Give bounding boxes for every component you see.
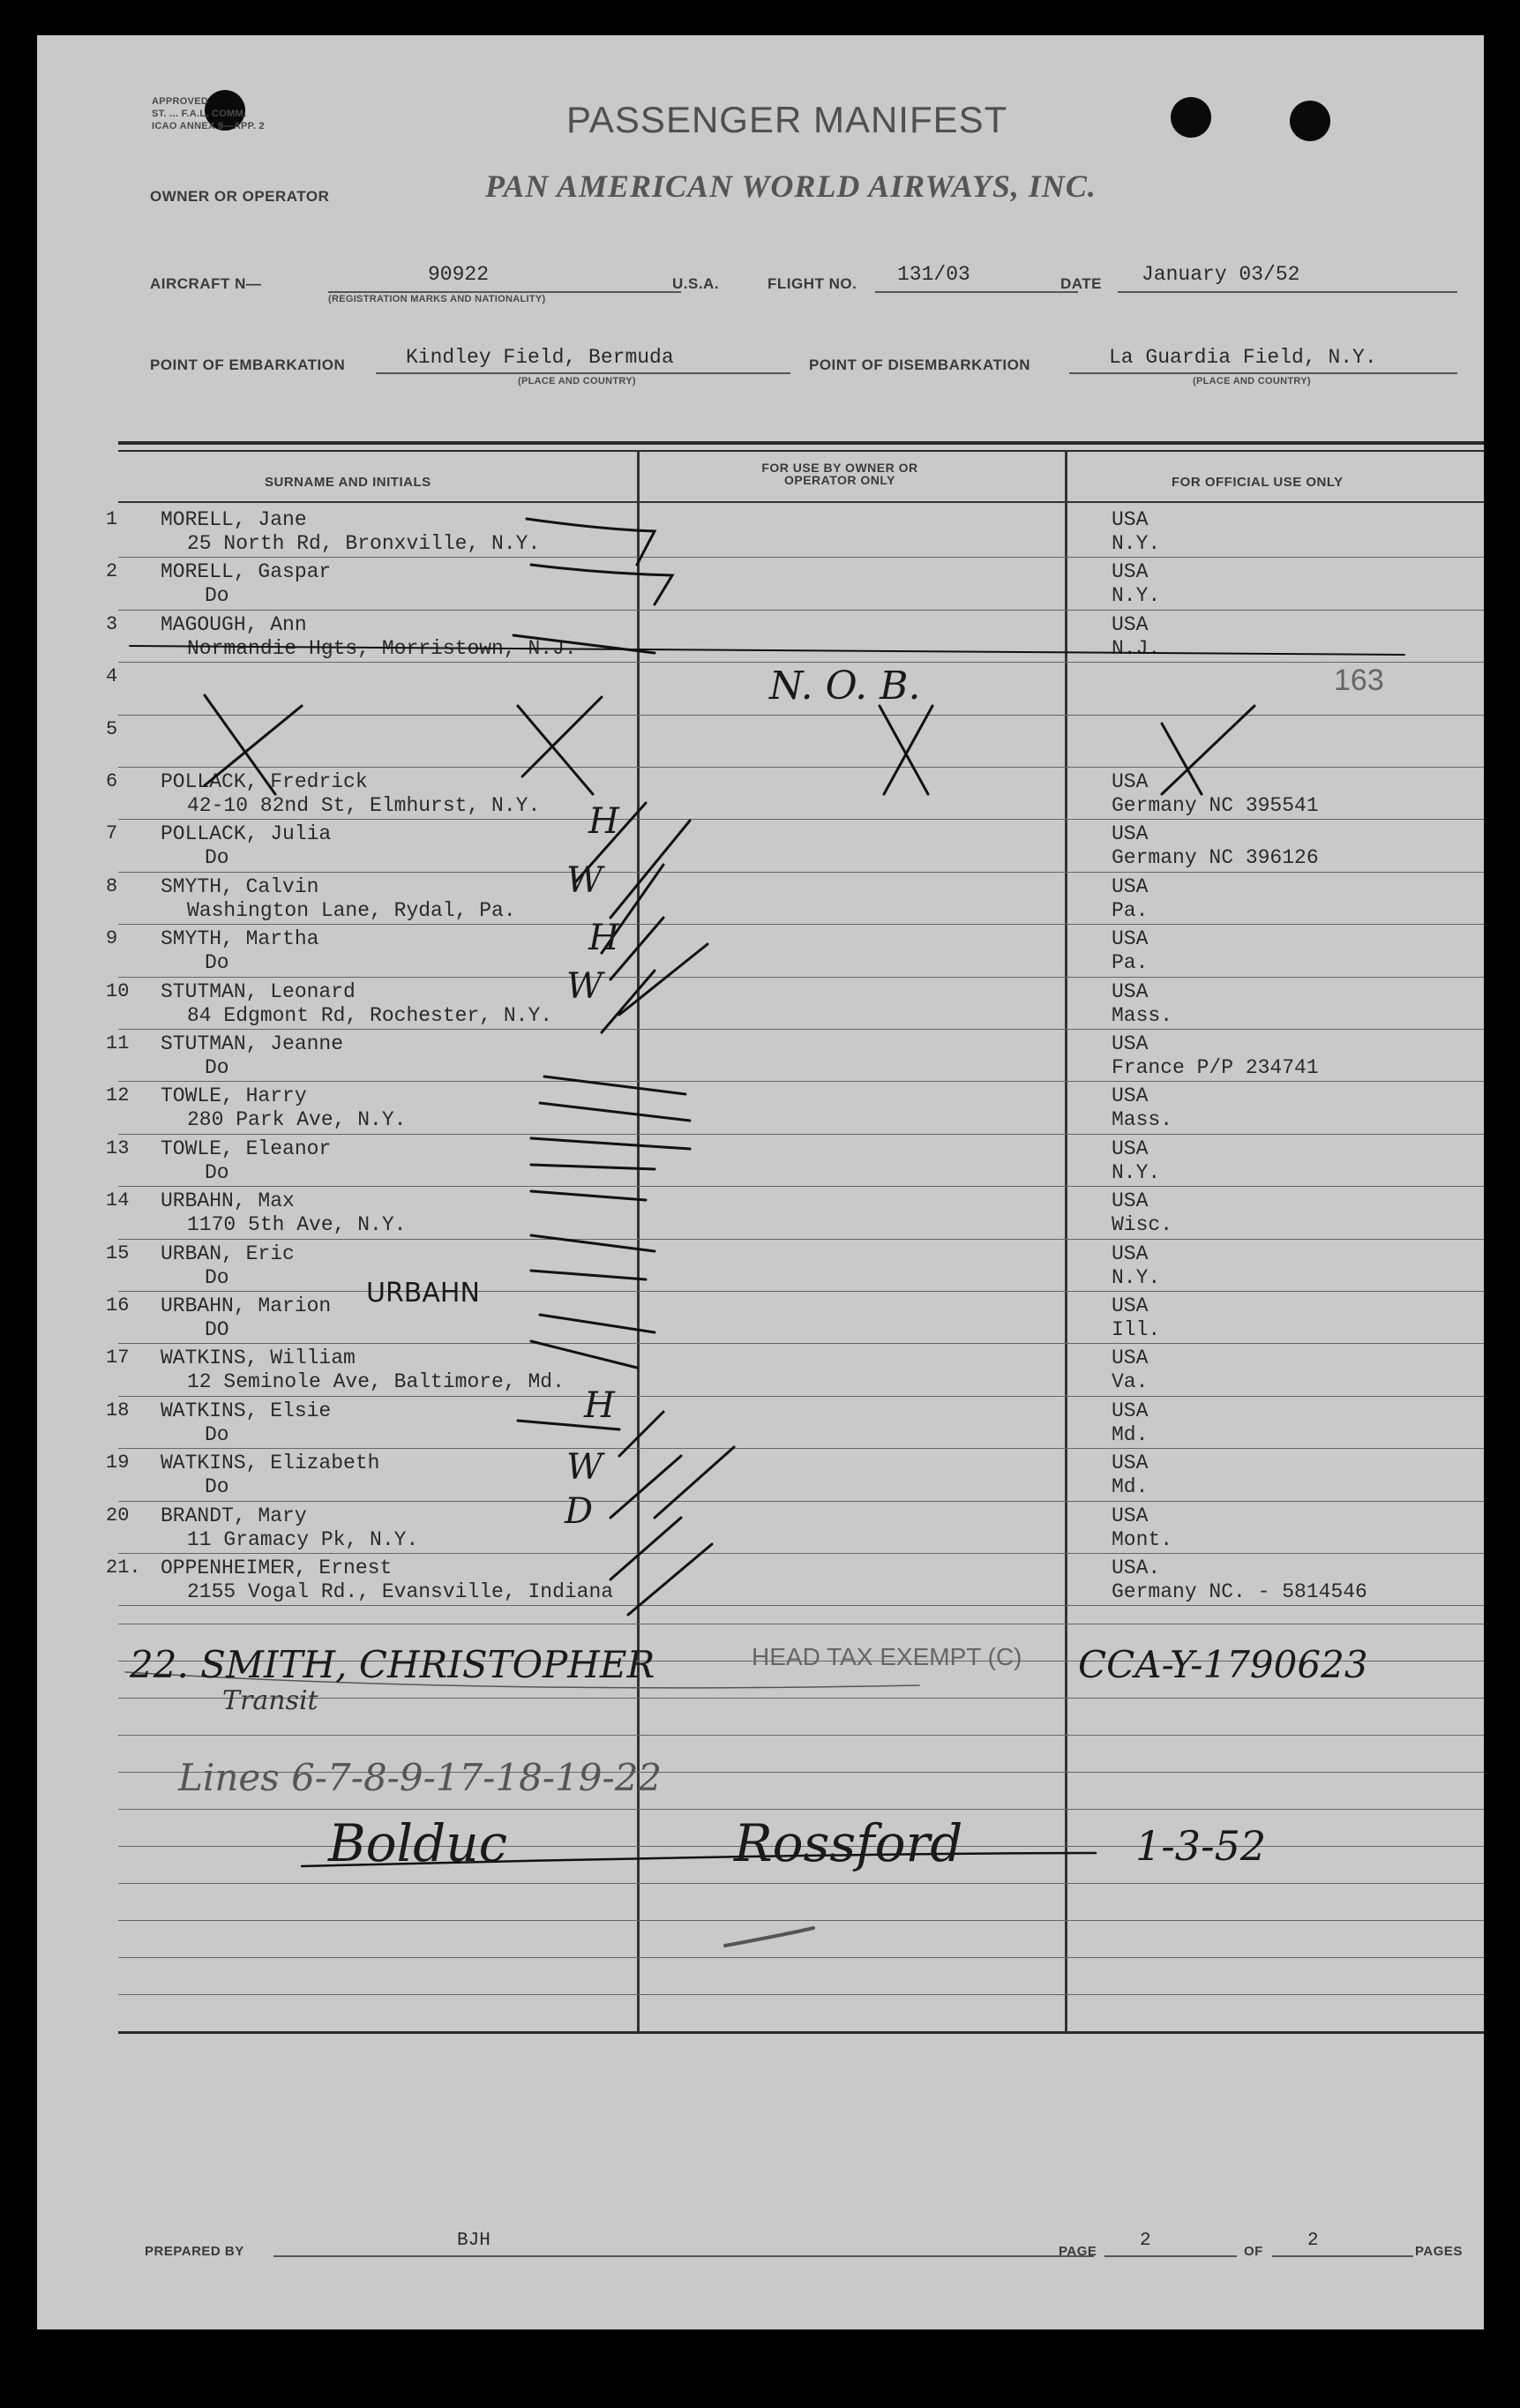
- mark-h: H: [588, 801, 619, 842]
- row-number: 12: [106, 1084, 130, 1107]
- row3-official-mark: 163: [1334, 664, 1384, 697]
- passenger-address: Do: [205, 846, 229, 870]
- prepared-value: BJH: [457, 2231, 490, 2251]
- passenger-address: 42-10 82nd St, Elmhurst, N.Y.: [187, 794, 541, 817]
- line22-official: CCA-Y-1790623: [1078, 1643, 1368, 1686]
- of-value: 2: [1307, 2231, 1319, 2251]
- official-nationality: USA: [1112, 1504, 1149, 1527]
- sign-date: 1-3-52: [1135, 1822, 1267, 1870]
- handwriting-strokes: [37, 35, 1484, 2329]
- approval-line: ICAO ANNEX 9—APP. 2: [152, 121, 265, 131]
- passenger-address: 84 Edgmont Rd, Rochester, N.Y.: [187, 1003, 553, 1027]
- passenger-address: DO: [205, 1318, 229, 1341]
- passenger-address: 280 Park Ave, N.Y.: [187, 1108, 407, 1132]
- official-residence: Pa.: [1112, 951, 1149, 975]
- official-residence: N.Y.: [1112, 1265, 1161, 1289]
- place-note: (PLACE AND COUNTRY): [518, 376, 636, 386]
- flight-value: 131/03: [897, 263, 970, 286]
- col-header-official: FOR OFFICIAL USE ONLY: [1172, 475, 1344, 490]
- passenger-address: Washington Lane, Rydal, Pa.: [187, 898, 516, 922]
- fill-line: [273, 2255, 1094, 2257]
- aircraft-value: 90922: [428, 263, 490, 286]
- prepared-label: PREPARED BY: [145, 2244, 244, 2259]
- official-nationality: USA: [1112, 1347, 1149, 1370]
- line22-sub: Transit: [222, 1685, 318, 1716]
- official-residence: N.Y.: [1112, 1160, 1161, 1184]
- passenger-name: SMYTH, Calvin: [161, 874, 319, 898]
- approval-line: ST. ... F.A.L. COMM.: [152, 109, 247, 119]
- aircraft-label: AIRCRAFT N—: [150, 275, 262, 292]
- official-nationality: USA: [1112, 979, 1149, 1003]
- row-number: 1: [106, 508, 118, 530]
- official-nationality: USA: [1112, 927, 1149, 951]
- disembark-label: POINT OF DISEMBARKATION: [809, 356, 1031, 373]
- official-nationality: USA: [1112, 822, 1149, 846]
- pages-label: PAGES: [1415, 2244, 1463, 2259]
- official-residence: N.Y.: [1112, 584, 1161, 608]
- owner-value: PAN AMERICAN WORLD AIRWAYS, INC.: [485, 169, 1097, 204]
- row-number: 4: [106, 665, 118, 688]
- lines-note: Lines 6-7-8-9-17-18-19-22: [178, 1756, 663, 1799]
- mark-d: D: [565, 1491, 594, 1532]
- urbahn-correction: URBAHN: [366, 1278, 480, 1309]
- official-residence: Mass.: [1112, 1003, 1173, 1027]
- official-residence: Ill.: [1112, 1318, 1161, 1341]
- row-number: 17: [106, 1347, 130, 1369]
- official-nationality: USA: [1112, 874, 1149, 898]
- row-number: 21.: [106, 1557, 141, 1579]
- embark-label: POINT OF EMBARKATION: [150, 356, 346, 373]
- passenger-name: POLLACK, Julia: [161, 822, 332, 846]
- official-nationality: USA: [1112, 770, 1149, 793]
- official-residence: Mont.: [1112, 1527, 1173, 1551]
- line22-name: 22. SMITH, CHRISTOPHER: [130, 1643, 655, 1686]
- page-label: PAGE: [1059, 2244, 1097, 2259]
- mark-w: W: [566, 860, 603, 901]
- mark-w: W: [566, 1447, 603, 1488]
- passenger-address: 11 Gramacy Pk, N.Y.: [187, 1527, 419, 1551]
- passenger-name: MORELL, Jane: [161, 508, 307, 531]
- approval-line: APPROVED: [152, 96, 209, 107]
- row-number: 15: [106, 1242, 130, 1264]
- passenger-name: STUTMAN, Leonard: [161, 979, 356, 1003]
- official-residence: Mass.: [1112, 1108, 1173, 1132]
- official-nationality: USA: [1112, 1136, 1149, 1160]
- passenger-name: OPPENHEIMER, Ernest: [161, 1557, 393, 1579]
- passenger-address: Do: [205, 1422, 229, 1446]
- page-title: PASSENGER MANIFEST: [566, 99, 1008, 140]
- passenger-name: WATKINS, Elizabeth: [161, 1452, 380, 1475]
- row-number: 20: [106, 1504, 130, 1527]
- fill-line: [1272, 2255, 1413, 2257]
- passenger-address: 2155 Vogal Rd., Evansville, Indiana: [187, 1580, 614, 1603]
- embark-value: Kindley Field, Bermuda: [406, 346, 674, 369]
- row-number: 3: [106, 612, 118, 635]
- official-residence: Md.: [1112, 1422, 1149, 1446]
- official-nationality: USA: [1112, 1399, 1149, 1422]
- passenger-name: TOWLE, Harry: [161, 1084, 307, 1108]
- passenger-name: WATKINS, William: [161, 1347, 356, 1370]
- official-residence: N.J.: [1112, 636, 1161, 660]
- official-residence: France P/P 234741: [1112, 1056, 1319, 1079]
- official-residence: Pa.: [1112, 898, 1149, 922]
- row-number: 5: [106, 717, 118, 740]
- official-residence: Germany NC 396126: [1112, 846, 1319, 870]
- row-number: 19: [106, 1452, 130, 1474]
- head-tax-stamp: HEAD TAX EXEMPT (C): [752, 1643, 1022, 1670]
- col-header-surname: SURNAME AND INITIALS: [265, 475, 431, 490]
- row-number: 16: [106, 1294, 130, 1317]
- owner-label: OWNER OR OPERATOR: [150, 188, 330, 205]
- official-nationality: USA: [1112, 1242, 1149, 1265]
- passenger-address: Do: [205, 951, 229, 975]
- official-residence: Wisc.: [1112, 1213, 1173, 1237]
- passenger-name: STUTMAN, Jeanne: [161, 1032, 344, 1055]
- passenger-address: Do: [205, 1160, 229, 1184]
- passenger-name: TOWLE, Eleanor: [161, 1136, 332, 1160]
- passenger-address: 25 North Rd, Bronxville, N.Y.: [187, 532, 541, 555]
- disembark-value: La Guardia Field, N.Y.: [1109, 346, 1377, 369]
- official-nationality: USA: [1112, 560, 1149, 584]
- signature-second: Rossford: [734, 1813, 963, 1873]
- mark-w: W: [566, 966, 603, 1007]
- official-nationality: USA: [1112, 1452, 1149, 1475]
- row-number: 6: [106, 770, 118, 792]
- registration-note: (REGISTRATION MARKS AND NATIONALITY): [328, 294, 546, 304]
- place-note: (PLACE AND COUNTRY): [1193, 376, 1311, 386]
- official-residence: Md.: [1112, 1475, 1149, 1499]
- fill-line: [1104, 2255, 1237, 2257]
- row-number: 2: [106, 560, 118, 583]
- passenger-name: SMYTH, Martha: [161, 927, 319, 951]
- page-value: 2: [1140, 2231, 1151, 2251]
- date-label: DATE: [1060, 275, 1103, 292]
- mark-h: H: [584, 1385, 615, 1426]
- passenger-name: URBAHN, Max: [161, 1189, 295, 1213]
- row-number: 11: [106, 1032, 130, 1054]
- row-number: 8: [106, 874, 118, 897]
- row-number: 13: [106, 1136, 130, 1159]
- passenger-name: MAGOUGH, Ann: [161, 612, 307, 636]
- passenger-name: BRANDT, Mary: [161, 1504, 307, 1527]
- official-residence: Germany NC 395541: [1112, 794, 1319, 817]
- mark-h: H: [588, 918, 619, 958]
- col-header-owner-text: FOR USE BY OWNER OR OPERATOR ONLY: [761, 461, 918, 487]
- official-nationality: USA: [1112, 1032, 1149, 1055]
- official-nationality: USA: [1112, 508, 1149, 531]
- signature: Bolduc: [328, 1813, 508, 1873]
- passenger-name: URBAN, Eric: [161, 1242, 295, 1265]
- passenger-address: Do: [205, 1265, 229, 1289]
- official-nationality: USA: [1112, 612, 1149, 636]
- of-label: OF: [1244, 2244, 1263, 2259]
- row3-owner-mark: N. O. B.: [769, 664, 921, 709]
- row-number: 10: [106, 979, 130, 1002]
- official-nationality: USA.: [1112, 1557, 1161, 1579]
- official-nationality: USA: [1112, 1084, 1149, 1108]
- row-number: 9: [106, 927, 118, 950]
- date-value: January 03/52: [1142, 263, 1300, 286]
- row-number: 14: [106, 1189, 130, 1212]
- passenger-address: Normandie Hgts, Morristown, N.J.: [187, 636, 577, 660]
- passenger-address: 1170 5th Ave, N.Y.: [187, 1213, 407, 1237]
- passenger-address: Do: [205, 584, 229, 608]
- passenger-address: Do: [205, 1475, 229, 1499]
- official-residence: Germany NC. - 5814546: [1112, 1580, 1367, 1603]
- passenger-name: WATKINS, Elsie: [161, 1399, 332, 1422]
- manifest-page: [37, 35, 1484, 2329]
- official-residence: Va.: [1112, 1370, 1149, 1394]
- official-nationality: USA: [1112, 1189, 1149, 1213]
- passenger-name: POLLACK, Fredrick: [161, 770, 368, 793]
- passenger-name: MORELL, Gaspar: [161, 560, 332, 584]
- passenger-address: 12 Seminole Ave, Baltimore, Md.: [187, 1370, 565, 1394]
- row-number: 18: [106, 1399, 130, 1422]
- usa-label: U.S.A.: [672, 275, 720, 292]
- official-nationality: USA: [1112, 1294, 1149, 1317]
- passenger-address: Do: [205, 1056, 229, 1079]
- flight-label: FLIGHT NO.: [767, 275, 857, 292]
- passenger-name: URBAHN, Marion: [161, 1294, 332, 1317]
- row-number: 7: [106, 822, 118, 845]
- official-residence: N.Y.: [1112, 532, 1161, 555]
